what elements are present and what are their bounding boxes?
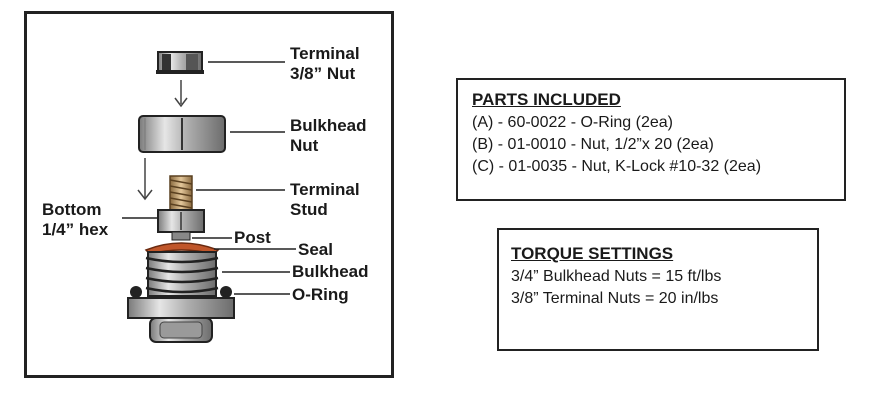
label-bulkhead: Bulkhead — [292, 262, 369, 281]
terminal-nut-shape — [156, 52, 204, 74]
oring-dot-left — [130, 286, 142, 298]
label-seal: Seal — [298, 240, 333, 259]
parts-included-box — [456, 78, 846, 201]
oring-dot-right — [220, 286, 232, 298]
label-terminal-stud — [290, 180, 360, 220]
label-bulkhead-nut — [290, 116, 367, 156]
bottom-hex-shape — [158, 210, 204, 232]
label-bottom-hex — [42, 200, 108, 240]
arrow-down-2 — [138, 158, 152, 199]
torque-item-bulkhead: 3/4” Bulkhead Nuts = 15 ft/lbs — [511, 268, 722, 285]
label-terminal-stud-line1: Terminal — [290, 180, 360, 199]
label-terminal-nut-line1: Terminal — [290, 44, 360, 63]
torque-settings-box — [497, 228, 819, 351]
label-bottom-hex-line1: Bottom — [42, 200, 102, 219]
label-bulkhead-nut-line2: Nut — [290, 136, 319, 155]
torque-settings-title: TORQUE SETTINGS — [511, 244, 674, 263]
post-shape — [172, 232, 190, 240]
label-post: Post — [234, 228, 271, 247]
label-terminal-nut — [290, 44, 360, 84]
label-terminal-stud-line2: Stud — [290, 200, 328, 219]
parts-included-title: PARTS INCLUDED — [472, 90, 621, 109]
label-bottom-hex-line2: 1/4” hex — [42, 220, 109, 239]
label-terminal-nut-line2: 3/8” Nut — [290, 64, 356, 83]
parts-item-b: (B) - 01-0010 - Nut, 1/2”x 20 (2ea) — [472, 136, 714, 153]
bulkhead-body-shape — [146, 252, 218, 296]
flange-base-shape — [128, 298, 234, 342]
parts-item-c: (C) - 01-0035 - Nut, K-Lock #10-32 (2ea) — [472, 158, 762, 175]
torque-item-terminal: 3/8” Terminal Nuts = 20 in/lbs — [511, 290, 719, 307]
label-oring: O-Ring — [292, 285, 349, 304]
terminal-stud-shape — [170, 176, 192, 210]
label-bulkhead-nut-line1: Bulkhead — [290, 116, 367, 135]
parts-item-a: (A) - 60-0022 - O-Ring (2ea) — [472, 114, 673, 131]
bulkhead-nut-shape — [139, 116, 225, 152]
arrow-down-1 — [175, 80, 187, 106]
